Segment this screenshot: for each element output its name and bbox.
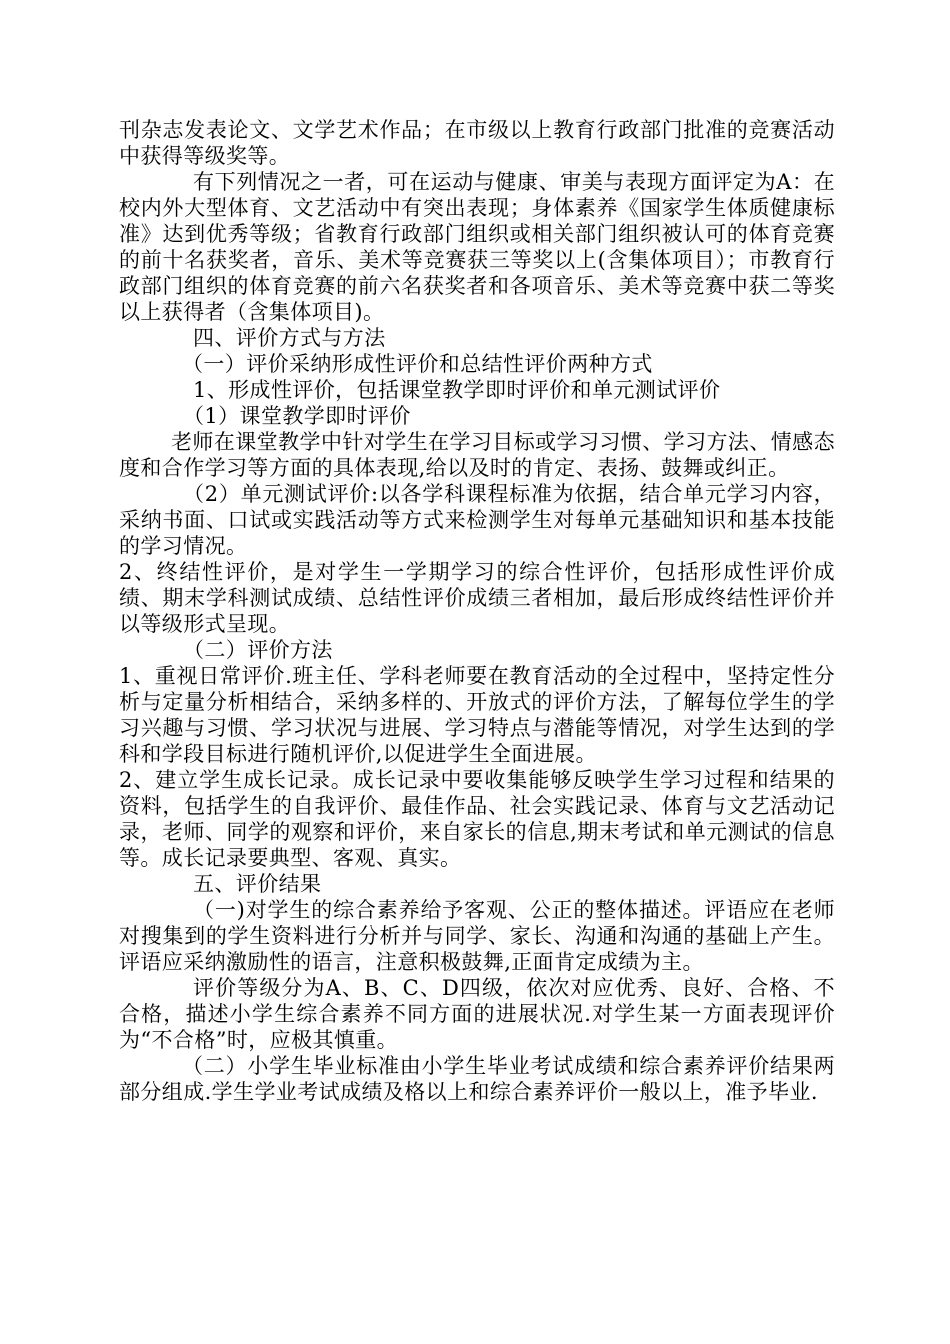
item-classroom-instant-evaluation: （1）课堂教学即时评价 [183,404,411,428]
heading-evaluation-results: 五、评价结果 [193,872,322,896]
paragraph-daily-evaluation: 1、重视日常评价.班主任、学科老师要在教育活动的全过程中，坚持定性分析与定量分析相结合，采纳多样的、开放式的评价方法，了解每位学生的学习兴趣与习惯、学习状况与进展、学习特点与潜能等情况，对学生达到的学科和学段目标进行随机评价,以促进学生全面进展。 [119,664,835,766]
paragraph-awards-continued: 刊杂志发表论文、文学艺术作品；在市级以上教育行政部门批准的竞赛活动中获得等级奖等。 [119,118,835,168]
paragraph-grade-levels: 评价等级分为A、B、C、D四级，依次对应优秀、良好、合格、不合格，描述小学生综合素养不同方面的进展状况.对学生某一方面表现评价为“不合格”时，应极其慎重。 [119,976,835,1052]
paragraph-graduation-standard: （二）小学生毕业标准由小学生毕业考试成绩和综合素养评价结果两部分组成.学生学业考试成绩及格以上和综合素养评价一般以上，准予毕业. [119,1054,835,1104]
subheading-evaluation-two-ways: （一）评价采纳形成性评价和总结性评价两种方式 [182,352,653,376]
paragraph-unit-test-evaluation: （2）单元测试评价:以各学科课程标准为依据，结合单元学习内容，采纳书面、口试或实践活动等方式来检测学生对每单元基础知识和基本技能的学习情况。 [119,482,835,558]
paragraph-teacher-classroom: 老师在课堂教学中针对学生在学习目标或学习习惯、学习方法、情感态度和合作学习等方面的具体表现,给以及时的肯定、表扬、鼓舞或纠正。 [119,430,835,480]
document-body [119,117,835,1105]
heading-evaluation-methods: 四、评价方式与方法 [193,326,386,350]
paragraph-overall-description: （一)对学生的综合素养给予客观、公正的整体描述。评语应在老师对搜集到的学生资料进行分析并与同学、家长、沟通和沟通的基础上产生。评语应采纳激励性的语言，注意积极鼓舞,正面肯定成绩为主。 [119,898,835,974]
paragraph-sports-arts-criteria: 有下列情况之一者，可在运动与健康、审美与表现方面评定为A：在校内外大型体育、文艺活动中有突出表现；身体素养《国家学生体质健康标准》达到优秀等级；省教育行政部门组织或相关部门组织被认可的体育竞赛的前十名获奖者，音乐、美术等竞赛获三等奖以上(含集体项目）；市教育行政部门组织的体育竞赛的前六名获奖者和各项音乐、美术等竞赛中获二等奖以上获得者（含集体项目)。 [119,170,835,324]
paragraph-growth-record: 2、建立学生成长记录。成长记录中要收集能够反映学生学习过程和结果的资料，包括学生的自我评价、最佳作品、社会实践记录、体育与文艺活动记录，老师、同学的观察和评价，来自家长的信息,期末考试和单元测试的信息等。成长记录要典型、客观、真实。 [119,768,835,870]
paragraph-summative-evaluation: 2、终结性评价，是对学生一学期学习的综合性评价，包括形成性评价成绩、期末学科测试成绩、总结性评价成绩三者相加，最后形成终结性评价并以等级形式呈现。 [119,560,835,636]
subheading-evaluation-approach: （二）评价方法 [183,638,333,662]
item-formative-evaluation: 1、形成性评价，包括课堂教学即时评价和单元测试评价 [193,378,721,402]
